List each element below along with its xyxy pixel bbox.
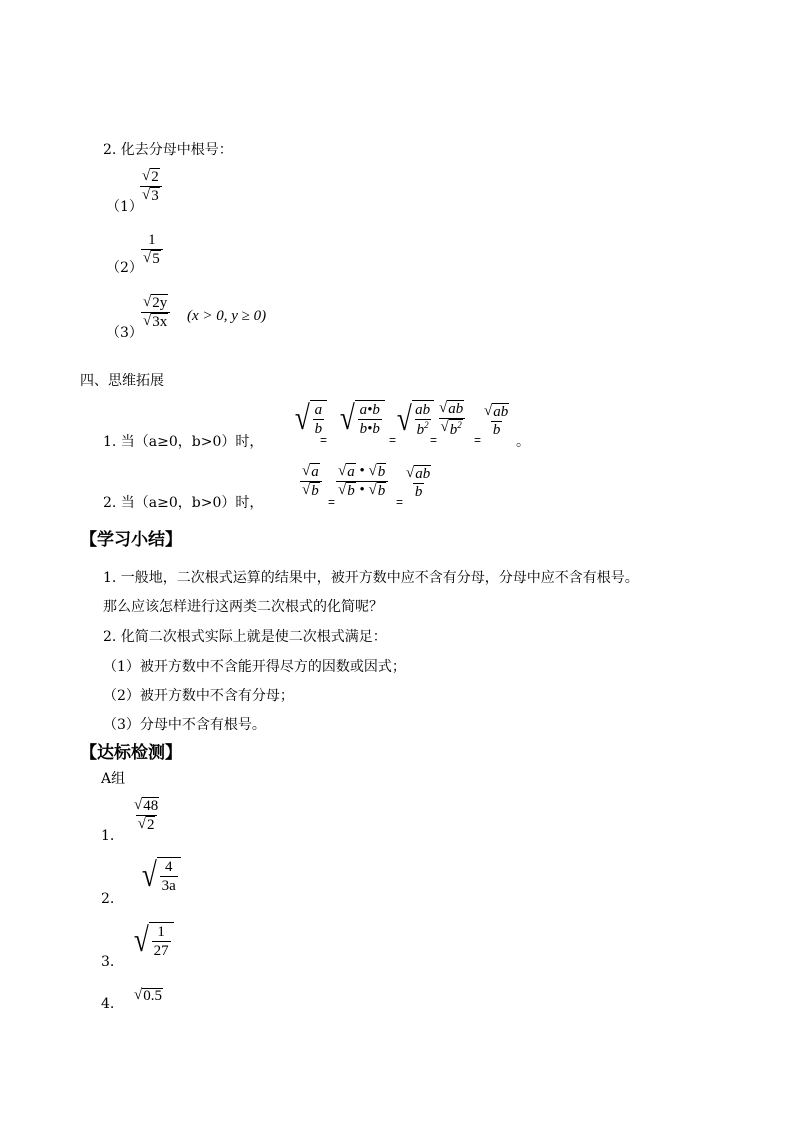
- formula-rootab-over-b-2: √ ab b: [406, 465, 431, 501]
- test-sqrt-2: √ 4 3a: [140, 857, 181, 895]
- formula-rootab-over-b: √ ab b: [484, 403, 509, 439]
- summary-p1: 1. 一般地，二次根式运算的结果中，被开方数中应不含有分母，分母中应不含有根号。: [103, 570, 639, 586]
- section4-line1-suffix: 。: [516, 434, 530, 450]
- test-item-label: 2.: [101, 891, 115, 907]
- condition: (x > 0, y ≥ 0): [187, 308, 267, 324]
- summary-c3: （3）分母中不含有根号。: [103, 717, 266, 733]
- formula-roota-rootb-over-rootb-rootb: √ a • √ b √ b • √ b: [336, 463, 388, 501]
- test-title: 【达标检测】: [80, 743, 182, 763]
- formula-roota-over-rootb: √ a √ b: [300, 463, 322, 501]
- item-label: （1）: [106, 199, 143, 215]
- test-item-label: 3.: [101, 954, 115, 970]
- test-sqrt-4: √ 0.5: [134, 987, 162, 1004]
- formula-sqrt-a-over-b: √ a b: [293, 400, 327, 438]
- section4-line1-prefix: 1. 当（a≥0，b>0）时，: [103, 434, 264, 450]
- equals-sign: =: [430, 433, 438, 447]
- test-fraction-1: √ 48 √ 2: [134, 797, 159, 834]
- equals-sign: =: [320, 433, 328, 447]
- formula-sqrt-ab-over-b2: √ ab $b^2$: [395, 400, 434, 439]
- summary-c1: （1）被开方数中不含能开得尽方的因数或因式；: [103, 659, 406, 675]
- section4-line2-prefix: 2. 当（a≥0，b>0）时，: [103, 495, 264, 511]
- test-group: A组: [101, 771, 126, 787]
- summary-p1b: 那么应该怎样进行这两类二次根式的化简呢？: [103, 599, 383, 615]
- equals-sign: =: [396, 495, 404, 509]
- summary-p2: 2. 化简二次根式实际上就是使二次根式满足：: [103, 629, 387, 645]
- test-sqrt-3: √ 1 27: [132, 922, 174, 960]
- formula-sqrt-ab-over-bb: √ a•b b•b: [338, 400, 385, 438]
- fraction-item-1: √ 2 √ 3: [140, 168, 162, 206]
- equals-sign: =: [328, 495, 336, 509]
- item-label: （2）: [106, 260, 143, 276]
- equals-sign: =: [389, 433, 397, 447]
- q2-title: 2. 化去分母中根号：: [103, 142, 233, 158]
- test-item-label: 1.: [101, 828, 115, 844]
- equals-sign: =: [474, 433, 482, 447]
- fraction-item-2: 1 √ 5: [141, 232, 163, 269]
- summary-c2: （2）被开方数中不含有分母；: [103, 688, 294, 704]
- item-label: （3）: [106, 325, 143, 341]
- formula-rootab-over-rootb2: √ ab √ $b^2$: [439, 400, 464, 439]
- test-item-label: 4.: [101, 996, 115, 1012]
- section4-title: 四、思维拓展: [80, 373, 164, 389]
- summary-title: 【学习小结】: [80, 530, 182, 550]
- fraction-item-3: √ 2y √ 3x: [141, 294, 170, 332]
